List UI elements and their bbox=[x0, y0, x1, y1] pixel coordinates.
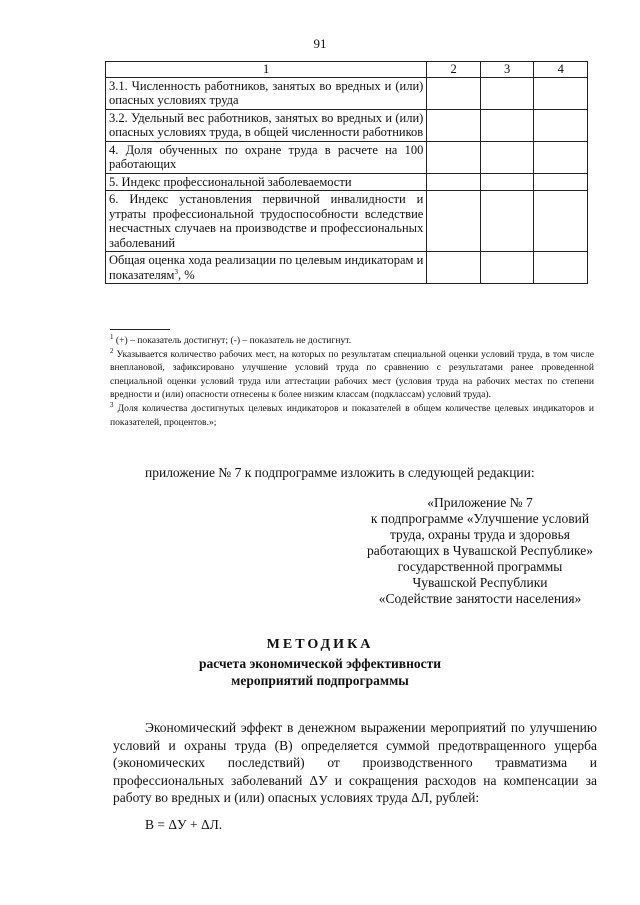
table-cell bbox=[427, 77, 481, 109]
table-row bbox=[106, 191, 588, 252]
table-cell bbox=[480, 173, 534, 191]
instruction-text: приложение № 7 к подпрограмме изложить в следующей редакции: bbox=[145, 465, 535, 480]
indicator-name: 3.1. Численность работников, занятых во вредных и (или) опасных условиях труда bbox=[106, 77, 427, 109]
table-header-row bbox=[106, 62, 588, 78]
appendix-line: Чувашской Республики bbox=[412, 575, 548, 590]
indicator-name: 6. Индекс установления первичной инвалидности и утраты профессиональной трудоспособности вследствие несчастных случаев на производстве и профессиональных заболеваний bbox=[106, 191, 427, 252]
appendix-line: работающих в Чувашской Республике» bbox=[366, 543, 594, 558]
appendix-line: государственной программы bbox=[397, 559, 563, 574]
table-cell bbox=[427, 109, 481, 141]
table-cell bbox=[534, 109, 588, 141]
footnote-text: Доля количества достигнутых целевых индикаторов и показателей в общем количестве целевых индикаторов и показателей, процентов.»; bbox=[110, 402, 595, 428]
page-number: 91 bbox=[313, 36, 327, 51]
table-cell bbox=[427, 173, 481, 191]
body-paragraph: Экономический эффект в денежном выражении мероприятий по улучшению условий и охраны труда (В) определяется суммой предотвращенного ущерба (экономических последствий) от производственного травматизма и профессиональных заболеваний ΔУ и сокращения расходов на компенсации за работу во вредных и (или) опасных условиях труда ΔЛ, рублей: bbox=[113, 720, 597, 806]
indicator-name: 4. Доля обученных по охране труда в расчете на 100 работающих bbox=[106, 141, 427, 173]
footnote-text: Указывается количество рабочих мест, на которых по результатам специальной оценки условий труда, в том числе внеплановой, зафиксировано улучшение условий труда по сравнению с результатами ранее проведенной специальной оценки условий труда или аттестации рабочих мест (условия труда на рабочих местах по степени вредности и (или) опасности отнесены к более низким классам (подклассам) условий труда). bbox=[110, 348, 594, 401]
indicator-name: 5. Индекс профессиональной заболеваемости bbox=[106, 173, 427, 191]
table-row bbox=[106, 77, 588, 109]
table-cell bbox=[480, 191, 534, 252]
column-header: 4 bbox=[534, 62, 588, 78]
column-header: 1 bbox=[106, 62, 427, 78]
column-header: 2 bbox=[427, 62, 481, 78]
table-cell bbox=[534, 191, 588, 252]
indicator-name-text: Общая оценка хода реализации по целевым индикаторам и показателям bbox=[109, 253, 424, 282]
footnote bbox=[110, 348, 594, 402]
indicator-name-suffix: , % bbox=[177, 267, 195, 282]
footnote bbox=[110, 334, 594, 348]
footnote bbox=[110, 402, 594, 429]
footnote-text: (+) – показатель достигнут; (-) – показатель не достигнут. bbox=[115, 335, 352, 346]
formula: В = ΔУ + ΔЛ. bbox=[145, 817, 223, 832]
table-cell bbox=[534, 141, 588, 173]
method-title: МЕТОДИКА bbox=[266, 637, 374, 652]
appendix-line: «Приложение № 7 bbox=[427, 495, 533, 510]
table-cell bbox=[480, 252, 534, 284]
appendix-line: «Содействие занятости населения» bbox=[378, 591, 582, 606]
table-cell bbox=[534, 252, 588, 284]
indicator-name bbox=[106, 252, 427, 284]
table-cell bbox=[480, 109, 534, 141]
table-cell bbox=[427, 141, 481, 173]
footnotes bbox=[110, 334, 594, 429]
appendix-line: труда, охраны труда и здоровья bbox=[389, 527, 571, 542]
footnote-mark: 2 bbox=[110, 346, 114, 355]
column-header: 3 bbox=[480, 62, 534, 78]
table-cell bbox=[480, 141, 534, 173]
footnote-mark: 1 bbox=[110, 332, 114, 341]
appendix-line: к подпрограмме «Улучшение условий bbox=[370, 511, 590, 526]
table-row bbox=[106, 173, 588, 191]
table-cell bbox=[427, 252, 481, 284]
table-cell bbox=[534, 77, 588, 109]
method-subtitle-line: мероприятий подпрограммы bbox=[231, 673, 409, 688]
footnote-divider bbox=[110, 329, 170, 330]
table-row bbox=[106, 141, 588, 173]
method-subtitle bbox=[0, 655, 640, 689]
table-cell bbox=[480, 77, 534, 109]
table-row bbox=[106, 109, 588, 141]
indicators-table bbox=[105, 61, 588, 284]
method-subtitle-line: расчета экономической эффективности bbox=[198, 656, 442, 671]
indicator-name: 3.2. Удельный вес работников, занятых во вредных и (или) опасных условиях труда, в общей численности работников bbox=[106, 109, 427, 141]
table-cell bbox=[427, 191, 481, 252]
footnote-mark: 3 bbox=[110, 400, 114, 409]
appendix-header bbox=[330, 495, 630, 607]
table-cell bbox=[534, 173, 588, 191]
table-row bbox=[106, 252, 588, 284]
footnote-mark: 3 bbox=[174, 267, 178, 276]
